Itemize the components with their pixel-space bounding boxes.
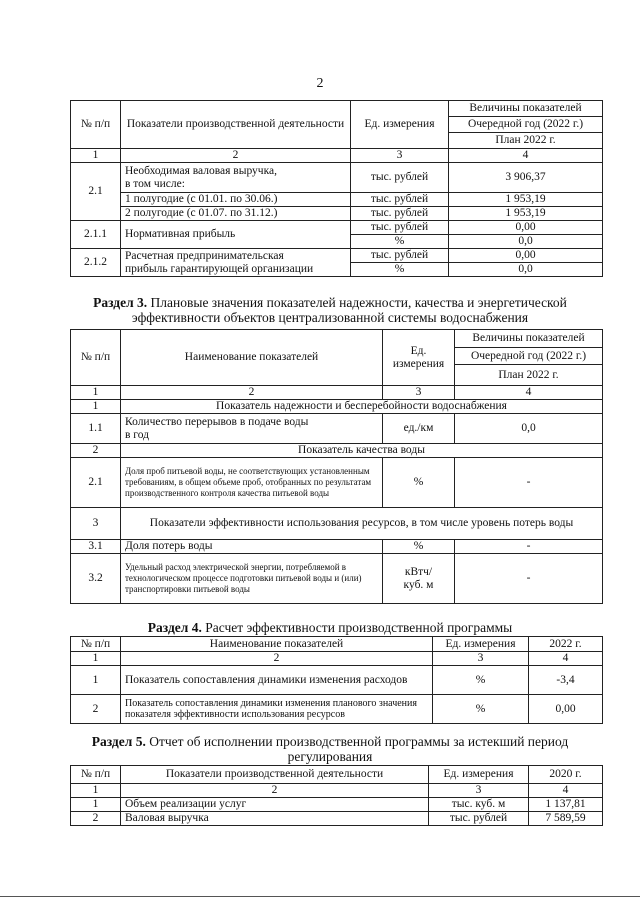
row-name: Нормативная прибыль [121,221,351,249]
row-value: 0,0 [455,414,603,444]
row-name: 1 полугодие (с 01.01. по 30.06.) [121,193,351,207]
row-value: -3,4 [529,666,603,695]
row-name: Доля проб питьевой воды, не соответствующих установленным требованиям, в общем объеме проб, отобранных по результатам производственного контроля качества питьевой воды [121,458,383,508]
row-name: Необходимая валовая выручка, в том числе: [121,163,351,193]
col-number: 4 [449,149,603,163]
row-unit: тыс. куб. м [429,798,529,812]
header-name: Показатели производственной деятельности [121,766,429,784]
header-unit: Ед. измерения [383,330,455,386]
bottom-divider [0,896,640,897]
group-title: Показатель надежности и бесперебойности водоснабжения [121,400,603,414]
row-num: 3.1 [71,540,121,554]
row-num: 1.1 [71,414,121,444]
row-unit: ед./км [383,414,455,444]
page-number: 2 [316,76,324,91]
header-num: № п/п [71,637,121,652]
production-indicators-table [70,100,603,277]
row-value: 7 589,59 [529,812,603,826]
row-num: 1 [71,798,121,812]
row-unit: % [383,458,455,508]
section-label: Раздел 3. [93,295,148,310]
header-num: № п/п [71,101,121,149]
row-value: - [455,458,603,508]
row-name: Удельный расход электрической энергии, потребляемой в технологическом процессе подготовки питьевой воды и (или) транспортировки питьевой воды [121,554,383,604]
row-unit: тыс. рублей [351,163,449,193]
header-plan: План 2022 г. [449,133,603,149]
row-unit: кВтч/ куб. м [383,554,455,604]
row-name: Показатель сопоставления динамики изменения планового значения показателя эффективности использования ресурсов [121,695,433,724]
col-number: 2 [121,149,351,163]
header-name: Показатели производственной деятельности [121,101,351,149]
col-number: 1 [71,386,121,400]
row-unit: тыс. рублей [351,249,449,263]
header-year: Очередной год (2022 г.) [455,348,603,365]
row-name: 2 полугодие (с 01.07. по 31.12.) [121,207,351,221]
row-num: 2 [71,695,121,724]
row-num: 2.1 [71,163,121,221]
col-number: 4 [529,784,603,798]
group-title: Показатель качества воды [121,444,603,458]
section5-title: Раздел 5. Отчет об исполнении производственной программы за истекший период регулирования [91,734,569,764]
col-number: 2 [121,386,383,400]
row-unit: % [433,695,529,724]
row-num: 2.1.1 [71,221,121,249]
row-unit: тыс. рублей [351,221,449,235]
row-value: - [455,554,603,604]
row-num: 2.1.2 [71,249,121,277]
section-label: Раздел 4. [147,620,202,635]
header-num: № п/п [71,330,121,386]
header-name: Наименование показателей [121,637,433,652]
row-name: Объем реализации услуг [121,798,429,812]
header-year: Очередной год (2022 г.) [449,117,603,133]
col-number: 2 [121,784,429,798]
section4-title: Раздел 4. Расчет эффективности производственной программы [147,620,513,635]
col-number: 4 [529,652,603,666]
row-value: 1 953,19 [449,207,603,221]
row-name: Доля потерь воды [121,540,383,554]
col-number: 1 [71,149,121,163]
col-number: 4 [455,386,603,400]
section-label: Раздел 5. [91,734,146,749]
row-value: 0,00 [449,221,603,235]
col-number: 1 [71,784,121,798]
group-num: 1 [71,400,121,414]
group-title: Показатели эффективности использования ресурсов, в том числе уровень потерь воды [121,508,603,540]
group-num: 3 [71,508,121,540]
row-num: 2.1 [71,458,121,508]
row-name: Валовая выручка [121,812,429,826]
row-unit: % [351,235,449,249]
row-unit: % [433,666,529,695]
section3-title: Раздел 3. Плановые значения показателей надежности, качества и энергетической эффективности объектов централизованной системы водоснабжения [93,295,567,325]
row-name: Показатель сопоставления динамики изменения расходов [121,666,433,695]
row-value: - [455,540,603,554]
reliability-quality-table [70,329,603,604]
header-unit: Ед. измерения [433,637,529,652]
header-unit: Ед. измерения [351,101,449,149]
col-number: 3 [433,652,529,666]
header-year: 2020 г. [529,766,603,784]
header-name: Наименование показателей [121,330,383,386]
row-value: 0,0 [449,235,603,249]
col-number: 3 [429,784,529,798]
row-value: 1 953,19 [449,193,603,207]
row-unit: тыс. рублей [429,812,529,826]
col-number: 1 [71,652,121,666]
row-value: 0,00 [529,695,603,724]
row-value: 0,0 [449,263,603,277]
row-num: 2 [71,812,121,826]
header-values: Величины показателей [455,330,603,348]
execution-report-table [70,765,603,826]
col-number: 2 [121,652,433,666]
header-year: 2022 г. [529,637,603,652]
row-num: 3.2 [71,554,121,604]
header-plan: План 2022 г. [455,365,603,386]
row-unit: % [383,540,455,554]
group-num: 2 [71,444,121,458]
header-values: Величины показателей [449,101,603,117]
efficiency-table [70,636,603,724]
header-num: № п/п [71,766,121,784]
row-name: Расчетная предпринимательская прибыль гарантирующей организации [121,249,351,277]
col-number: 3 [351,149,449,163]
row-unit: % [351,263,449,277]
row-value: 3 906,37 [449,163,603,193]
row-unit: тыс. рублей [351,193,449,207]
row-unit: тыс. рублей [351,207,449,221]
row-name: Количество перерывов в подаче воды в год [121,414,383,444]
col-number: 3 [383,386,455,400]
row-value: 0,00 [449,249,603,263]
row-num: 1 [71,666,121,695]
row-value: 1 137,81 [529,798,603,812]
header-unit: Ед. измерения [429,766,529,784]
